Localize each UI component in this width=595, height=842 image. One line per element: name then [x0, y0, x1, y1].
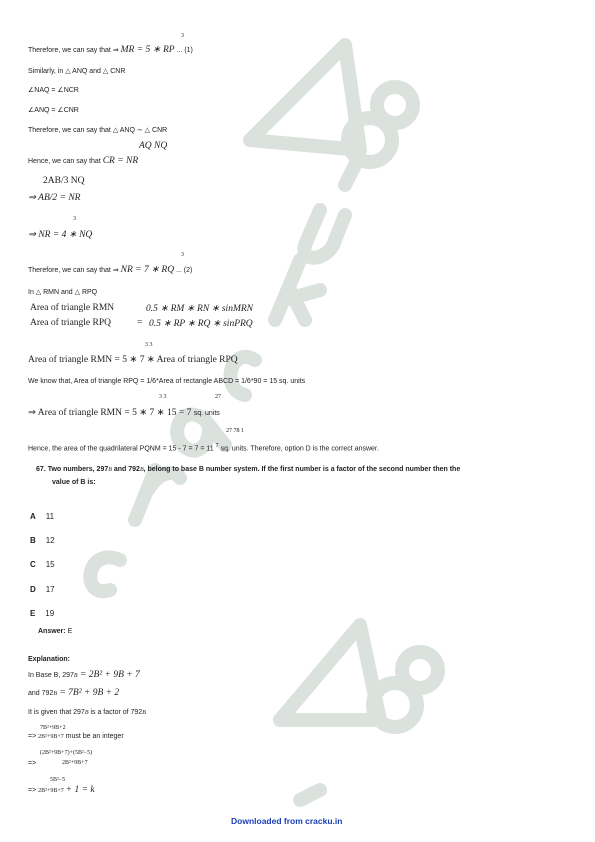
option-a[interactable] [30, 512, 54, 521]
l4-text: ∠ANQ = ∠CNR [28, 107, 79, 114]
question-number: 67. [36, 466, 46, 473]
l8-math: ⇒ NR = 4 ∗ NQ [28, 230, 93, 240]
l11-math: 0.5 ∗ RM ∗ RN ∗ sinMRN [146, 304, 254, 314]
l9-math: NR = 7 ∗ RQ [120, 265, 175, 275]
option-value: 19 [45, 609, 55, 618]
l15-math [28, 407, 220, 418]
explanation-line-4 [28, 733, 124, 740]
explanation-line-1 [28, 670, 140, 680]
e3-text: It is given that 297 [28, 709, 85, 716]
l1-tag: ... (1) [176, 47, 193, 54]
option-value: 17 [45, 585, 55, 594]
l6-text [28, 156, 138, 166]
l9-label: Therefore, we can say that ⇒ [28, 267, 119, 274]
e5-arrow: => [28, 760, 37, 767]
l13-math: Area of triangle RMN = 5 ∗ 7 ∗ Area of triangle RPQ [28, 355, 238, 365]
explanation-line-2 [28, 688, 119, 698]
l6-label: Hence, we can say that [28, 158, 101, 165]
question-text-a: Two numbers, 297 [47, 466, 109, 473]
e6-arrow: => [28, 787, 37, 794]
l9-tag: ... (2) [176, 267, 193, 274]
l5-text: Therefore, we can say that △ ANQ ∼ △ CNR [28, 127, 168, 134]
option-letter: B [30, 536, 36, 545]
e2-sub: B [53, 691, 57, 697]
question-text-c: , belong to base B number system. If the first number is a factor of the second number then the [143, 466, 461, 473]
e2-math: = 7B² + 9B + 2 [56, 688, 120, 698]
question-text-d: value of B is: [52, 479, 96, 486]
footer-download-link[interactable]: Downloaded from cracku.in [231, 816, 343, 826]
l11-label: Area of triangle RMN [30, 303, 115, 313]
cracku-logo-watermark-lower [280, 625, 438, 800]
e5-denominator: 2B²+9B+7 [62, 760, 88, 766]
l2-text: Similarly, in △ ANQ and △ CNR [28, 68, 126, 75]
e4-denominator: 2B²+9B+7 [38, 734, 64, 740]
l6-numerator: AQ NQ [139, 141, 168, 151]
l16-superscript: 27 78 1 [226, 428, 244, 434]
e4-numerator: 7B²+9B+2 [40, 725, 66, 731]
question-sub-1: B [108, 467, 112, 473]
l16-expression: Hence, the area of the quadrilateral PQNM = 15 - 7 = 7 = 11 [28, 445, 214, 453]
option-letter: A [30, 512, 36, 521]
option-e[interactable] [30, 609, 54, 618]
explanation-line-6 [28, 785, 95, 795]
e1-math: = 2B² + 9B + 7 [77, 670, 140, 680]
l15-expression: ⇒ Area of triangle RMN = 5 ∗ 7 ∗ 15 = 7 [28, 408, 192, 418]
option-value: 12 [45, 536, 55, 545]
option-letter: D [30, 585, 36, 594]
l10-text: In △ RMN and △ RPQ [28, 289, 98, 296]
l12-math: 0.5 ∗ RP ∗ RQ ∗ sinPRQ [149, 319, 253, 329]
e2-text: and 792 [28, 690, 54, 697]
answer-label: Answer: [38, 628, 66, 635]
l12-equals: = [137, 318, 143, 328]
l7-denominator: ⇒ AB/2 = NR [28, 193, 81, 203]
option-d[interactable] [30, 585, 55, 594]
l9-text [28, 264, 192, 275]
e3-text-2: is a factor of 792 [88, 709, 143, 716]
l14-text: We know that, Area of triangle RPQ = 1/6*Area of rectangle ABCD = 1/6*90 = 15 sq. units [28, 378, 306, 385]
e3-sub: B [84, 710, 89, 716]
l15-unit: sq. units [193, 410, 220, 417]
l1-math: MR = 5 ∗ RP [120, 45, 175, 55]
l13-superscript: 3 3 [145, 342, 153, 348]
e6-denominator: 2B²+9B+7 [38, 788, 64, 794]
l7-numerator: 2AB/3 NQ [43, 176, 85, 186]
e5-numerator: (2B²+9B+7)+(5B²−5) [40, 750, 93, 756]
question-sub-2: B [139, 467, 144, 473]
e1-sub: B [73, 673, 78, 679]
e3-sub-2: B [142, 710, 146, 716]
e4-arrow: => [28, 733, 37, 740]
l9-superscript: 3 [181, 252, 184, 258]
explanation-line-3 [28, 709, 146, 716]
option-value: 11 [45, 512, 55, 521]
answer-line [38, 628, 72, 635]
l16-text [28, 443, 379, 452]
option-b[interactable] [30, 536, 55, 545]
explanation-heading: Explanation: [28, 656, 71, 663]
option-letter: E [30, 609, 36, 618]
answer-value: E [67, 628, 73, 635]
question-67 [36, 466, 460, 473]
l16-fraction-denominator: 7 [215, 443, 219, 449]
l8-superscript: 3 [73, 216, 76, 222]
e6-numerator: 5B²−5 [50, 777, 66, 783]
option-value: 15 [45, 560, 55, 569]
option-letter: C [30, 560, 36, 569]
question-text-b: and 792 [111, 466, 140, 473]
e4-text: must be an integer [65, 733, 124, 740]
l1-superscript: 3 [181, 33, 184, 39]
l15-superscript: 3 3 [159, 394, 167, 400]
e6-math: + 1 = k [65, 785, 95, 795]
l3-text: ∠NAQ = ∠NCR [28, 87, 79, 94]
l1-label: Therefore, we can say that ⇒ [28, 47, 119, 54]
l1-text [28, 44, 193, 55]
l15-superscript-2: 27 [215, 394, 221, 400]
l12-label: Area of triangle RPQ [30, 318, 111, 328]
option-c[interactable] [30, 560, 55, 569]
l6-math: CR = NR [102, 156, 139, 166]
l16-conclusion: sq. units. Therefore, option D is the correct answer. [220, 445, 379, 453]
e1-text: In Base B, 297 [28, 672, 74, 679]
